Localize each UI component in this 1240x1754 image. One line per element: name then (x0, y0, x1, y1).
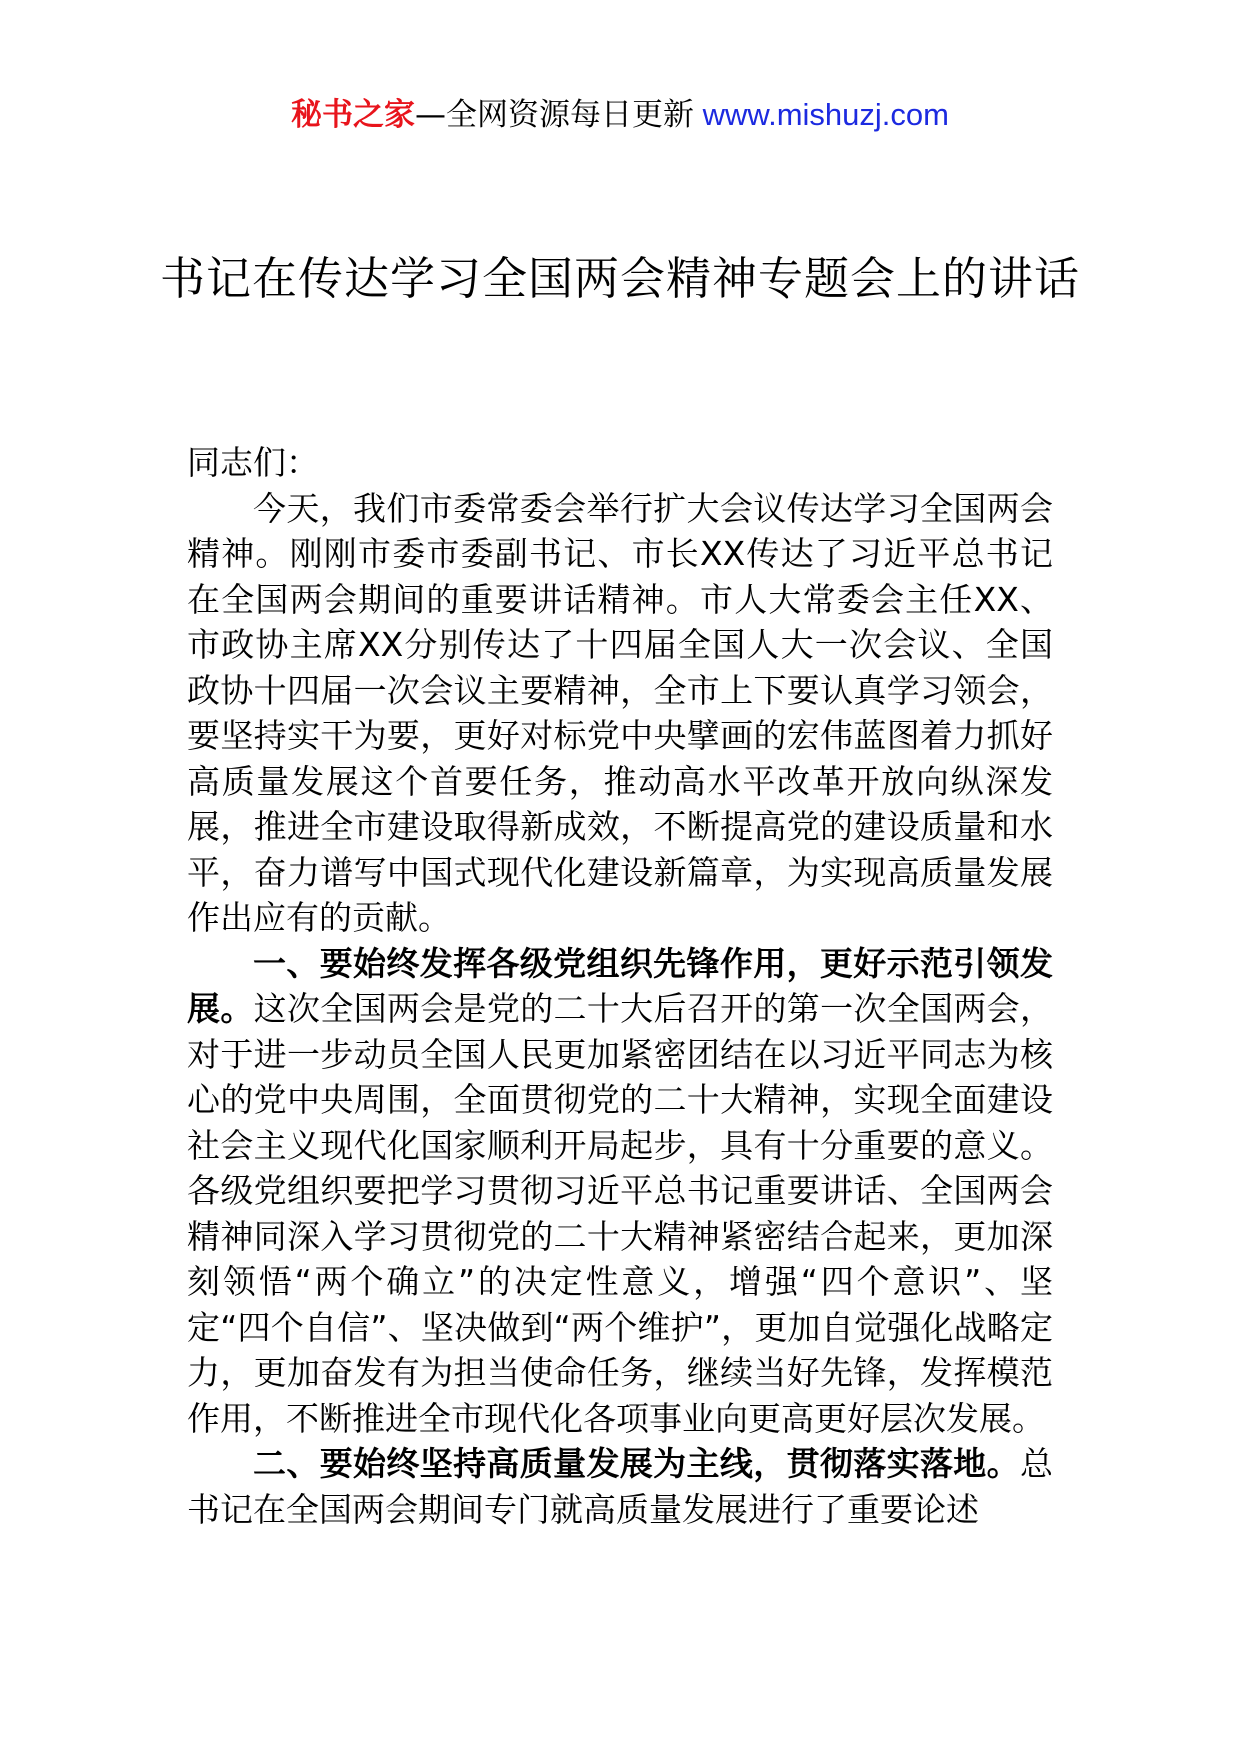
paragraph-intro (187, 486, 1053, 941)
paragraph-lead: 一、要始终发挥各级党组织先锋作用，更好示范引领发展。 (187, 943, 1053, 1028)
salutation: 同志们： (187, 443, 319, 482)
site-header (0, 95, 1240, 135)
paragraph-text: 这次全国两会是党的二十大后召开的第一次全国两会，对于进一步动员全国人民更加紧密团结在以习近平同志为核心的党中央周围，全面贯彻党的二十大精神，实现全面建设社会主义现代化国家顺利开局起步，具有十分重要的意义。各级党组织要把学习贯彻习近平总书记重要讲话、全国两会精神同深入学习贯彻党的二十大精神紧密结合起来，更加深刻领悟“两个确立”的决定性意义，增强“四个意识”、坚定“四个自信”、坚决做到“两个维护”，更加自觉强化战略定力，更加奋发有为担当使命任务，继续当好先锋，发挥模范作用，不断推进全市现代化各项事业向更高更好层次发展。 (187, 989, 1054, 1438)
site-link[interactable]: www.mishuzj.com (694, 97, 949, 132)
paragraph-text: 今天，我们市委常委会举行扩大会议传达学习全国两会精神。刚刚市委市委副书记、市长XX传达了习近平总书记在全国两会期间的重要讲话精神。市人大常委会主任XX、市政协主席XX分别传达了十四届全国人大一次会议、全国政协十四届一次会议主要精神，全市上下要认真学习领会，要坚持实干为要，更好对标党中央擘画的宏伟蓝图着力抓好高质量发展这个首要任务，推动高水平改革开放向纵深发展，推进全市建设取得新成效，不断提高党的建设质量和水平，奋力谱写中国式现代化建设新篇章，为实现高质量发展作出应有的贡献。 (187, 488, 1053, 937)
header-tagline: —全网资源每日更新 (415, 97, 695, 133)
brand-name: 秘书之家 (291, 97, 416, 133)
document-body (187, 440, 1053, 1532)
paragraph-section-one (187, 941, 1053, 1442)
paragraph-text: 总书记在全国两会期间专门就高质量发展进行了重要论述 (187, 1444, 1053, 1529)
paragraph-section-two (187, 1441, 1053, 1532)
document-title: 书记在传达学习全国两会精神专题会上的讲话 (160, 252, 1081, 305)
paragraph-lead: 二、要始终坚持高质量发展为主线，贯彻落实落地。 (253, 1444, 1020, 1483)
